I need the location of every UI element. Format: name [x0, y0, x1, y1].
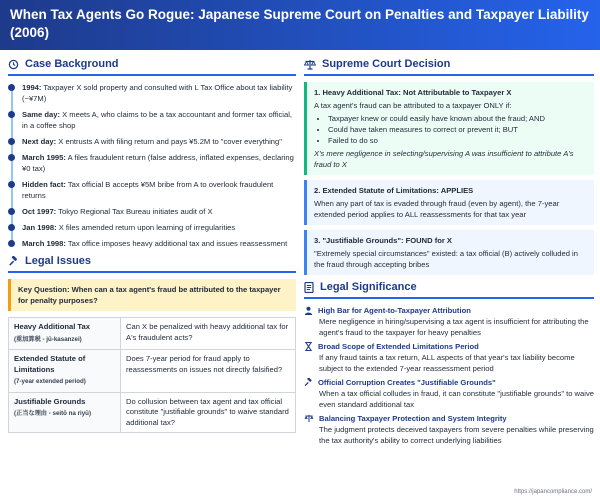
timeline-item: Oct 1997: Tokyo Regional Tax Bureau initiates audit of X [22, 206, 296, 217]
gavel-icon [304, 378, 313, 387]
decision-heading [304, 58, 594, 76]
timeline-item: Same day: X meets A, who claims to be a tax accountant and former tax official, in a coffee shop [22, 109, 296, 131]
timeline-item: March 1995: A files fraudulent return (false address, inflated expenses, declaring ¥0 tax) [22, 152, 296, 174]
decision-limitations: 2. Extended Statute of Limitations: APPLIES When any part of tax is evaded through fraud (even by agent), the 7-year extended period applies to ALL reassessments for that tax year [304, 180, 594, 225]
timeline-item: Hidden fact: Tax official B accepts ¥5M bribe from A to overlook fraudulent returns [22, 179, 296, 201]
list-item: • Failed to do so [328, 135, 587, 146]
table-row: Justifiable Grounds (正当な理由 - seitō na riyū) Do collusion between tax agent and tax official constitute "justifiable grounds" to waive standard additional tax? [9, 392, 296, 433]
timeline [8, 82, 296, 249]
table-row: Extended Statute of Limitations (7-year extended period) Does 7-year period for fraud apply to reassessments on issues not directly falsified? [9, 350, 296, 393]
hourglass-icon [304, 342, 313, 351]
significance-title: Legal Significance [320, 281, 417, 293]
page-title: When Tax Agents Go Rogue: Japanese Supreme Court on Penalties and Taxpayer Liability (2006) [0, 0, 600, 50]
significance-heading [304, 281, 594, 299]
gavel-icon [8, 256, 19, 267]
left-column [8, 58, 296, 433]
significance-item: Official Corruption Creates "Justifiable Grounds" When a tax official colludes in fraud, it can constitute "justifiable grounds" to waive even standard additional tax [304, 377, 594, 410]
significance-item: Broad Scope of Extended Limitations Period If any fraud taints a tax return, ALL aspects of that year's tax liability become subject to the extended 7-year reassessment period [304, 341, 594, 374]
list-item: • Could have taken measures to correct or prevent it; BUT [328, 124, 587, 135]
case-background-heading [8, 58, 296, 76]
decision-title: Supreme Court Decision [322, 58, 451, 70]
legal-issues-heading [8, 255, 296, 273]
list-item: • Taxpayer knew or could easily have known about the fraud; AND [328, 113, 587, 124]
right-column [304, 58, 594, 449]
document-icon [304, 282, 314, 293]
scale-icon [304, 414, 314, 423]
significance-item: Balancing Taxpayer Protection and System Integrity The judgment protects deceived taxpayers from severe penalties while preserving the tax authority's ability to correct underlying liabilities [304, 413, 594, 446]
significance-item: High Bar for Agent-to-Taxpayer Attribution Mere negligence in hiring/supervising a tax agent is insufficient for attributing the agent's fraud to the taxpayer for heavy penalties [304, 305, 594, 338]
timeline-item: Jan 1998: X files amended return upon learning of irregularities [22, 222, 296, 233]
person-icon [304, 306, 313, 315]
legal-issues-title: Legal Issues [25, 255, 92, 267]
history-icon [8, 59, 19, 70]
key-question: Key Question: When can a tax agent's fraud be attributed to the taxpayer for penalty purposes? [8, 279, 296, 311]
footer-url[interactable]: https://japancompliance.com/ [514, 489, 592, 495]
timeline-item: March 1998: Tax office imposes heavy additional tax and issues reassessment [22, 238, 296, 249]
timeline-item: Next day: X entrusts A with filing return and pays ¥5.2M to "cover everything" [22, 136, 296, 147]
decision-justifiable-grounds: 3. "Justifiable Grounds": FOUND for X "Extremely special circumstances" existed: a tax official (B) actively colluded in the fraud through accepting bribes [304, 230, 594, 275]
scale-icon [304, 59, 316, 70]
issues-table [8, 317, 296, 433]
table-row: Heavy Additional Tax (重加算税 - jū-kasanzei) Can X be penalized with heavy additional tax for A's fraudulent acts? [9, 318, 296, 350]
decision-heavy-tax: 1. Heavy Additional Tax: Not Attributable to Taxpayer X A tax agent's fraud can be attributed to a taxpayer ONLY if: • Taxpayer knew or could easily have known about the fraud; AND • Could have taken measures to correct or prevent it; BUT • Failed to do so X's mere negligence in selecting/supervising A was insufficient to attribute A's fraud to X [304, 82, 594, 175]
case-background-title: Case Background [25, 58, 119, 70]
criteria-list [328, 113, 587, 146]
timeline-item: 1994: Taxpayer X sold property and consulted with L Tax Office about tax liability (~¥7M) [22, 82, 296, 104]
